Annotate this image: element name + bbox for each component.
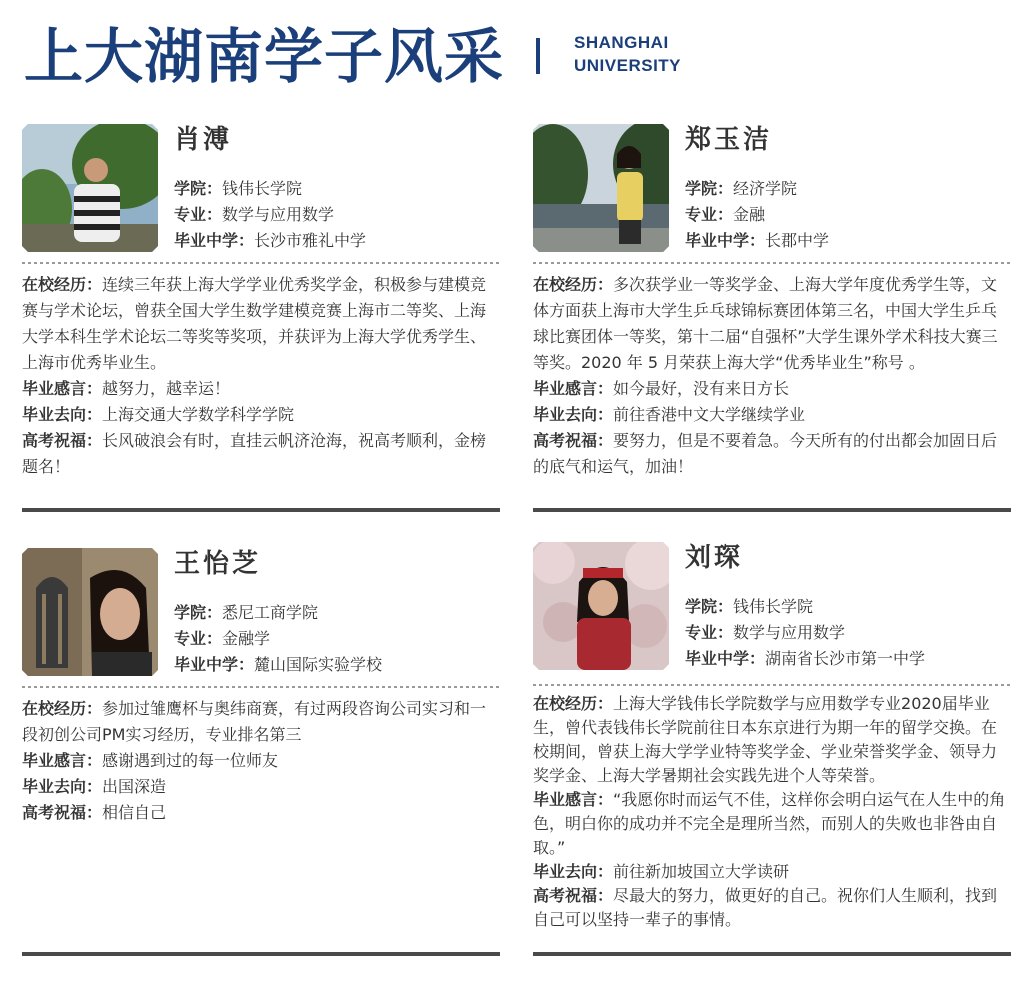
major-label: 专业： [685,623,734,642]
wish-label: 高考祝福： [22,803,103,822]
words-text: 如今最好，没有来日方长 [613,379,790,398]
school-label: 毕业中学： [685,231,766,250]
school-label: 毕业中学： [685,649,766,668]
student-name: 王怡芝 [174,549,262,579]
college-value: 钱伟长学院 [222,179,303,198]
destination-text: 上海交通大学数学科学学院 [102,405,295,424]
school-value: 麓山国际实验学校 [254,655,383,674]
wish-text: 尽最大的努力，做更好的自己。祝你们人生顺利，找到自己可以坚持一辈子的事情。 [533,886,998,929]
experience-label: 在校经历： [533,275,614,294]
student-card-2 [533,124,1011,514]
college-value: 经济学院 [733,179,798,198]
page-title: 上大湖南学子风采 [24,22,505,91]
student-info [174,600,382,678]
wish-text: 长风破浪会有时，直挂云帆济沧海，祝高考顺利，金榜题名！ [22,431,487,476]
student-details [22,272,500,480]
words-label: 毕业感言： [22,379,103,398]
student-info [685,176,829,254]
words-text: “我愿你时而运气不佳，这样你会明白运气在人生中的角色，明白你的成功并不完全是理所当然，而别人的失败也非咎由自取。” [533,790,1006,857]
section-bar [533,952,1011,956]
school-value: 长郡中学 [765,231,830,250]
words-text: 越努力，越幸运！ [102,379,231,398]
wish-label: 高考祝福： [533,431,614,450]
destination-text: 前往香港中文大学继续学业 [613,405,806,424]
dashed-divider [533,684,1011,686]
student-photo-4 [533,542,669,670]
student-card-1 [22,124,500,514]
university-name-line2: UNIVERSITY [574,56,682,75]
wish-label: 高考祝福： [533,886,614,905]
student-card-3 [22,548,500,968]
wish-text: 要努力，但是不要着急。今天所有的付出都会加固日后的底气和运气，加油！ [533,431,998,476]
college-value: 钱伟长学院 [733,597,814,616]
school-label: 毕业中学： [174,655,255,674]
student-name: 郑玉洁 [685,125,773,155]
experience-text: 多次获学业一等奖学金、上海大学年度优秀学生等，文体方面获上海市大学生乒乓球锦标赛团体第三名，中国大学生乒乓球比赛团体一等奖，第十二届“自强杯”大学生课外学术科技大赛三等奖。2020 年 5 月荣获上海大学“优秀毕业生”称号 。 [533,275,998,372]
student-photo-3 [22,548,158,676]
university-wordmark [574,31,681,77]
destination-text: 前往新加坡国立大学读研 [613,862,790,881]
experience-text: 连续三年获上海大学学业优秀奖学金，积极参与建模竞赛与学术论坛，曾获全国大学生数学建模竞赛上海市二等奖、上海大学本科生学术论坛二等奖等奖项，并获评为上海大学优秀学生、上海市优秀毕业生。 [22,275,487,372]
student-card-4 [533,542,1011,962]
student-details [533,692,1011,932]
school-value: 长沙市雅礼中学 [254,231,367,250]
college-label: 学院： [174,603,223,622]
destination-label: 毕业去向： [533,862,614,881]
major-value: 金融 [733,205,766,224]
major-label: 专业： [174,205,223,224]
school-value: 湖南省长沙市第一中学 [765,649,926,668]
dashed-divider [533,262,1011,264]
wish-label: 高考祝福： [22,431,103,450]
words-label: 毕业感言： [22,751,103,770]
section-bar [22,952,500,956]
college-label: 学院： [685,597,734,616]
college-value: 悉尼工商学院 [222,603,319,622]
experience-label: 在校经历： [533,694,614,713]
student-name: 肖溥 [174,125,233,155]
experience-text: 上海大学钱伟长学院数学与应用数学专业2020届毕业生，曾代表钱伟长学院前往日本东京进行为期一年的留学交换。在校期间，曾获上海大学学业特等奖学金、学业荣誉奖学金、领导力奖学金、上海大学暑期社会实践先进个人等荣誉。 [533,694,998,785]
section-bar [533,508,1011,512]
student-details [22,696,500,826]
major-value: 数学与应用数学 [733,623,846,642]
destination-text: 出国深造 [102,777,167,796]
student-details [533,272,1011,480]
major-label: 专业： [685,205,734,224]
university-name-line1: SHANGHAI [574,33,669,52]
school-label: 毕业中学： [174,231,255,250]
college-label: 学院： [174,179,223,198]
student-photo-1 [22,124,158,252]
major-value: 金融学 [222,629,271,648]
destination-label: 毕业去向： [22,777,103,796]
student-name: 刘琛 [685,543,744,573]
experience-label: 在校经历： [22,699,103,718]
words-label: 毕业感言： [533,790,614,809]
experience-text: 参加过雏鹰杯与奥纬商赛，有过两段咨询公司实习和一段初创公司PM实习经历，专业排名第三 [22,699,487,744]
title-divider [536,38,540,74]
dashed-divider [22,686,500,688]
dashed-divider [22,262,500,264]
major-value: 数学与应用数学 [222,205,335,224]
student-photo-2 [533,124,669,252]
section-bar [22,508,500,512]
destination-label: 毕业去向： [533,405,614,424]
destination-label: 毕业去向： [22,405,103,424]
college-label: 学院： [685,179,734,198]
major-label: 专业： [174,629,223,648]
words-text: 感谢遇到过的每一位师友 [102,751,279,770]
experience-label: 在校经历： [22,275,103,294]
words-label: 毕业感言： [533,379,614,398]
student-info [174,176,366,254]
student-info [685,594,925,672]
wish-text: 相信自己 [102,803,167,822]
